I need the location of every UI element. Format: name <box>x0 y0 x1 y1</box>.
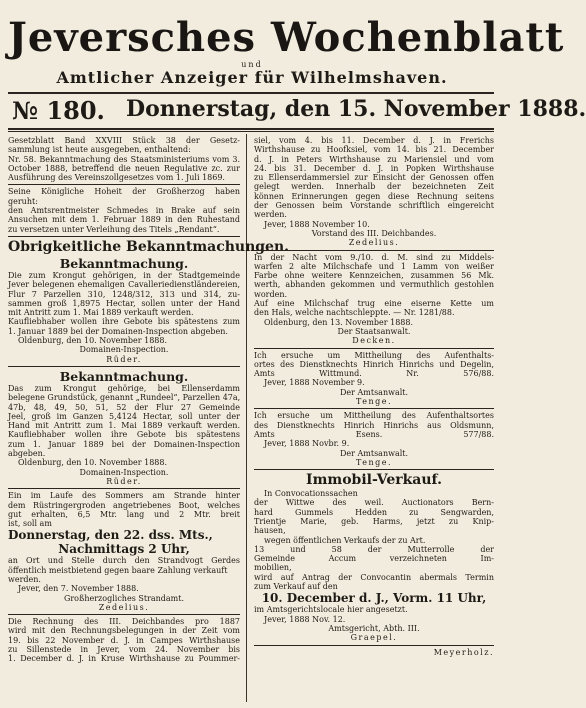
text-line: Nr. 58. Bekanntmachung des Staatsministeriums vom 3. <box>8 154 240 164</box>
text-line: In Convocationssachen <box>264 489 358 499</box>
text-line: 24. bis 31. December d. J. in Popken Wirthshause <box>254 163 494 173</box>
text-line: Ein im Laufe des Sommers am Strande hinter <box>8 491 240 501</box>
text-line: worden. <box>254 289 288 299</box>
text-line: Kaufliebhaber wollen ihre Gebote bis spätestens zum <box>8 317 240 327</box>
text-line: Farbe ohne weitere Kennzeichen, zusammen 56 Mk. <box>254 271 494 281</box>
text-line: 13 und 58 der Mutterrolle der <box>254 544 494 554</box>
signature-line: Rüder. <box>106 354 142 364</box>
issue-date: Donnerstag, den 15. November 1888. <box>126 96 586 122</box>
text-line: 47b, 48, 49, 50, 51, 52 der Flur 27 Gemeinde <box>8 402 240 412</box>
text-line: Meyerholz. <box>433 647 494 657</box>
text-line: werden. <box>254 210 287 220</box>
signature-line: Vorstand des III. Deichbandes. <box>311 228 437 238</box>
issue-number: № 180. <box>12 96 105 125</box>
signature-line: Amtsgericht, Abth. III. <box>328 623 420 633</box>
signature-line: Tenge. <box>356 457 392 467</box>
text-line: zum Verkauf auf den <box>254 582 338 592</box>
signature-line: Graepel. <box>350 633 398 643</box>
text-line: Die zum Krongut gehörigen, in der Stadtgemeinde <box>8 270 240 280</box>
section-divider <box>8 488 240 489</box>
column-divider <box>246 134 247 702</box>
section-divider <box>254 645 494 646</box>
section-heading: Obrigkeitliche Bekanntmachungen. <box>8 238 290 255</box>
text-line: Kaufliebhaber wollen ihre Gebote bis spätestens <box>8 430 240 440</box>
text-line: den Hals, welche nachtschleppte. — Nr. 1281/88. <box>254 308 455 318</box>
text-line: Jeel, groß im Ganzen 5,4124 Hectar, soll unter der <box>8 411 240 421</box>
signature-line: Der Amtsanwalt. <box>339 387 409 397</box>
signature-line: Großherzogliches Strandamt. <box>63 593 185 603</box>
signature-line: Domainen-Inspection. <box>79 467 169 477</box>
signature-line: Domainen-Inspection. <box>79 345 169 355</box>
text-line: werden. <box>8 574 41 584</box>
text-line: mobilien, <box>254 563 292 573</box>
emphasized-line: Nachmittags 2 Uhr, <box>58 542 190 557</box>
text-line: Ich ersuche um Mittheilung des Aufenthalts- <box>254 350 494 360</box>
text-line: d. J. in Peters Wirthshause zu Mariensiel und vom <box>254 154 494 164</box>
masthead-rule-bottom-thin <box>8 131 494 132</box>
masthead-rule-bottom <box>8 128 494 130</box>
text-line: wird auf Antrag der Convocantin abermals Termin <box>254 572 494 582</box>
text-line: im Amtsgerichtslocale hier angesetzt. <box>254 605 408 615</box>
text-line: Ansuchen mit dem 1. Februar 1889 in den Ruhestand <box>8 215 240 225</box>
text-line: Hand mit Antritt zum 1. Mai 1889 verkauft werden. <box>8 421 240 431</box>
section-divider <box>8 366 240 367</box>
text-line: dem Rüstringergroden angetriebenes Boot, welches <box>8 500 240 510</box>
text-line: zu Sillenstede in Jever, vom 24. November bis <box>8 645 240 655</box>
text-line: Jever, den 7. November 1888. <box>18 584 139 594</box>
text-line: öffentlich meistbietend gegen baare Zahlung verkauft <box>8 565 228 575</box>
text-line: gelegt werden. Innerhalb der bezeichneten Zeit <box>254 182 494 192</box>
text-line: Flur 7 Parzellen 310, 1248/312, 313 und 314, zu- <box>8 289 240 299</box>
section-divider <box>254 250 494 251</box>
text-line: Auf eine Milchschaf trug eine eiserne Kette um <box>254 299 494 309</box>
masthead-subtitle: Amtlicher Anzeiger für Wilhelmshaven. <box>56 68 448 87</box>
text-line: Gemeinde Accum verzeichneten Im- <box>254 554 494 564</box>
text-line: Amts Wittmund. Nr. 576/88. <box>254 369 494 379</box>
text-line: 1. December d. J. in Kruse Wirthshause zu Poummer- <box>8 654 240 664</box>
section-divider <box>8 236 240 237</box>
text-line: der Wittwe des weil. Auctionators Bern- <box>254 498 494 508</box>
text-line: Jever belegenen ehemaligen Cavalleriedienstländereien, <box>8 280 240 290</box>
text-line: 19. bis 22 November d. J. in Campes Wirthshause <box>8 635 240 645</box>
text-line: abgeben. <box>8 449 46 459</box>
text-line: hard Gummels Hedden zu Sengwarden, <box>254 507 494 517</box>
text-line: zu Ellenserdammersiel zur Einsicht der Genossen offen <box>254 173 494 183</box>
section-divider <box>254 408 494 409</box>
masthead-rule-top <box>8 92 494 94</box>
text-line: sammen groß 1,8975 Hectar, sollen unter der Hand <box>8 298 240 308</box>
section-divider <box>8 184 240 185</box>
text-line: Ausführung des Vereinszollgesetzes vom 1. Juli 1869. <box>8 173 225 183</box>
text-line: Das zum Krongut gehörige, bei Ellenserdamm <box>8 383 240 393</box>
section-heading: Immobil-Verkauf. <box>306 472 442 489</box>
signature-line: Der Amtsanwalt. <box>339 448 409 458</box>
right-column <box>254 136 494 702</box>
text-line: 1. Januar 1889 bei der Domainen-Inspection abgeben. <box>8 326 228 336</box>
text-line: wegen öffentlichen Verkaufs der zu Art. <box>264 535 426 545</box>
section-heading: Bekanntmachung. <box>59 255 189 271</box>
signature-line: Zedelius. <box>98 602 150 612</box>
text-line: an Ort und Stelle durch den Strandvogt Gerdes <box>8 556 240 566</box>
text-line: Jever, 1888 November 10. <box>264 219 370 229</box>
text-line: Ich ersuche um Mittheilung des Aufenthaltsortes <box>254 411 494 421</box>
text-line: warfen 2 alte Milchschafe und 1 Lamm von weißer <box>254 261 494 271</box>
text-line: wird mit den Rechnungsbelegungen in der Zeit vom <box>8 626 240 636</box>
text-line: hausen, <box>254 526 286 536</box>
signature-line: Rüder. <box>106 476 142 486</box>
text-line: zum 1. Januar 1889 bei der Domainen-Inspection <box>8 439 240 449</box>
text-line: der Genossen beim Vorstande schriftlich eingereicht <box>254 201 494 211</box>
signature-line: Der Staatsanwalt. <box>337 326 411 336</box>
text-line: Seine Königliche Hoheit der Großherzog haben <box>8 187 240 197</box>
masthead-und: und <box>241 60 263 69</box>
text-line: Jever, 1888 November 9. <box>264 378 365 388</box>
text-line: siel, vom 4. bis 11. December d. J. in Frerichs <box>254 136 494 145</box>
section-divider <box>254 348 494 349</box>
text-line: sammlung ist heute ausgegeben, enthaltend: <box>8 145 191 155</box>
signature-line: Tenge. <box>356 397 392 407</box>
text-line: werth, abhanden gekommen und vermuthlich gestohlen <box>254 280 494 290</box>
text-line: geruht: <box>8 196 38 206</box>
text-line: Gesetzblatt Band XXVIII Stück 38 der Gesetz- <box>8 136 240 145</box>
emphasized-line: 10. December d. J., Vorm. 11 Uhr, <box>261 591 487 606</box>
text-line: können Erinnerungen gegen diese Rechnung seitens <box>254 191 494 201</box>
text-line: October 1888, betreffend die neuen Regulative zc. zur <box>8 163 240 173</box>
section-divider <box>254 469 494 470</box>
text-line: Trientje Marie, geb. Harms, jetzt zu Knip- <box>254 516 494 526</box>
text-line: Oldenburg, den 10. November 1888. <box>18 458 168 468</box>
signature-line: Zedelius. <box>348 238 400 248</box>
text-line: Wirthshause zu Hoofksiel, vom 14. bis 21. December <box>254 145 494 155</box>
section-divider <box>8 614 240 615</box>
text-line: Oldenburg, den 13. November 1888. <box>264 317 414 327</box>
text-line: mit Antritt zum 1. Mai 1889 verkauft werden. <box>8 308 194 318</box>
text-line: des Dienstknechts Hinrich Hinrichs aus Oldsmunn, <box>254 420 494 430</box>
text-line: gut erhalten, 6,5 Mtr. lang und 2 Mtr. breit <box>8 509 240 519</box>
emphasized-line: Donnerstag, den 22. dss. Mts., <box>8 528 213 543</box>
text-line: Jever, 1888 Novbr. 9. <box>264 439 350 449</box>
text-line: Amts Esens. 577/88. <box>254 429 494 439</box>
text-line: ortes des Dienstknechts Hinrich Hinrichs und Degelin, <box>254 359 494 369</box>
text-line: Jever, 1888 Nov. 12. <box>264 614 346 624</box>
text-line: ist, soll am <box>8 519 52 529</box>
text-line: belegene Grundstück, genannt „Rundeel“, Parzellen 47a, <box>8 393 241 403</box>
text-line: den Amtsrentmeister Schmedes in Brake auf sein <box>8 206 240 216</box>
signature-line: Decken. <box>352 336 396 346</box>
text-line: zu versetzen unter Verleihung des Titels „Rendant“. <box>8 224 220 234</box>
text-line: Die Rechnung des III. Deichbandes pro 1887 <box>8 617 240 627</box>
issue-line <box>10 96 586 126</box>
text-line: Oldenburg, den 10. November 1888. <box>18 336 168 346</box>
masthead-title: Jeversches Wochenblatt <box>8 14 565 61</box>
section-heading: Bekanntmachung. <box>59 368 189 384</box>
text-line: In der Nacht vom 9./10. d. M. sind zu Middels- <box>254 252 494 262</box>
